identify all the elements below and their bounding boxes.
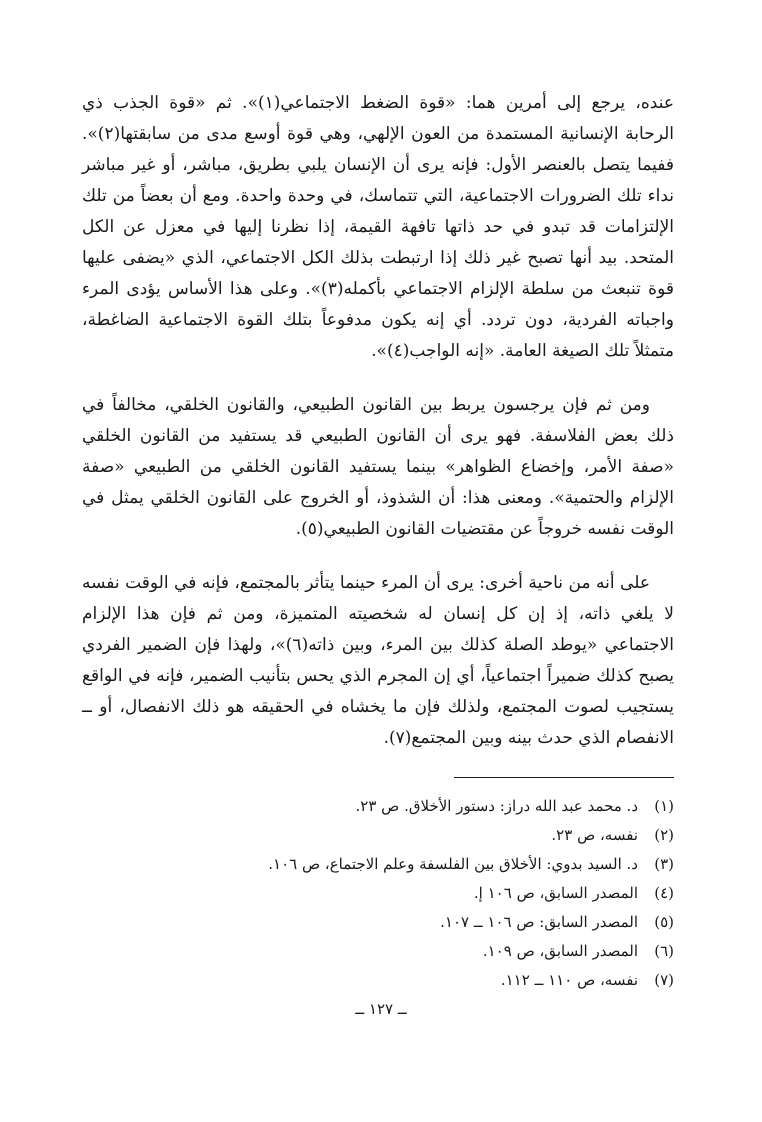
footnote-divider (454, 777, 674, 778)
footnote-text: نفسه، ص ٢٣. (551, 826, 638, 844)
footnote-text: د. محمد عبد الله دراز: دستور الأخلاق. ص ٢٣. (355, 797, 638, 815)
footnote-1 (82, 792, 674, 821)
footnote-number: (٦) (654, 942, 674, 960)
footnote-number: (٥) (654, 913, 674, 931)
footnote-number: (٧) (654, 971, 674, 989)
page-number: ــ ١٢٧ ــ (355, 1000, 407, 1018)
footnote-5 (82, 908, 674, 937)
paragraph-3: على أنه من ناحية أخرى: يرى أن المرء حينما يتأثر بالمجتمع، فإنه في الوقت نفسه لا يلغي ذاته، إذ إن كل إنسان له شخصيته المتميزة، ومن ثم فإن هذا الإلزام الاجتماعي «يوطد الصلة كذلك بين المرء، وبين ذاته(٦)»، ولهذا فإن الضمير الفردي يصبح كذلك ضميراً اجتماعياً، أي إن المجرم الذي يحس بتأنيب الضمير، فإنه في الواقع يستجيب لصوت المجتمع، ولذلك فإن ما يخشاه في الحقيقه هو ذلك الانفصال، أو ــ الانفصام الذي حدث بينه وبين المجتمع(٧). (82, 573, 674, 748)
footnote-number: (٤) (654, 884, 674, 902)
footnote-7 (82, 966, 674, 995)
body-text (82, 88, 674, 777)
paragraph-2: ومن ثم فإن يرجسون يربط بين القانون الطبيعي، والقانون الخلقي، مخالفاً في ذلك بعض الفلاسفة. فهو يرى أن القانون الطبيعي قد يستفيد من القانون الخلقي «صفة الأمر، وإخضاع الظواهر» بينما يستفيد القانون الخلقي من الطبيعي «صفة الإلزام والحتمية». ومعنى هذا: أن الشذوذ، أو الخروج على القانون الخلقي يمثل في الوقت نفسه خروجاً عن مقتضيات القانون الطبيعي(٥). (82, 395, 674, 539)
footnote-text: نفسه، ص ١١٠ ــ ١١٢. (500, 971, 638, 989)
footnote-number: (٢) (654, 826, 674, 844)
footnote-3 (82, 850, 674, 879)
footnotes-list (82, 792, 674, 995)
paragraph-1: عنده، يرجع إلى أمرين هما: «قوة الضغط الاجتماعي(١)». ثم «قوة الجذب ذي الرحابة الإنسانية المستمدة من العون الإلهي، وهي قوة أوسع مدى من سابقتها(٢)». ففيما يتصل بالعنصر الأول: فإنه يرى أن الإنسان يلبي بطريق، مباشر، أو غير مباشر نداء تلك الضرورات الاجتماعية، التي تتماسك، في وحدة واحدة. ومع أن بعضاً من تلك الإلتزامات قد تبدو في حد ذاتها تافهة القيمة، إذا نظرنا إليها في معزل عن الكل المتحد. بيد أنها تصبح غير ذلك إذا ارتبطت بذلك الكل الاجتماعي، الذي «يضفى عليها قوة تنبعث من سلطة الإلزام الاجتماعي بأكمله(٣)». وعلى هذا الأساس يؤدى المرء واجباته الفردية، دون تردد. أي إنه يكون مدفوعاً بتلك القوة الاجتماعية الضاغطة، متمثلاً تلك الصيغة العامة. «إنه الواجب(٤)». (82, 93, 675, 361)
footnote-text: المصدر السابق، ص ١٠٩. (482, 942, 638, 960)
footnote-2 (82, 821, 674, 850)
footnote-text: د. السيد بدوي: الأخلاق بين الفلسفة وعلم الاجتماع، ص ١٠٦. (268, 855, 638, 873)
footnote-4 (82, 879, 674, 908)
footnote-text: المصدر السابق: ص ١٠٦ ــ ١٠٧. (440, 913, 638, 931)
footnote-text: المصدر السابق، ص ١٠٦ إ. (473, 884, 638, 902)
footnote-6 (82, 937, 674, 966)
footnote-number: (١) (654, 797, 674, 815)
footnote-number: (٣) (654, 855, 674, 873)
